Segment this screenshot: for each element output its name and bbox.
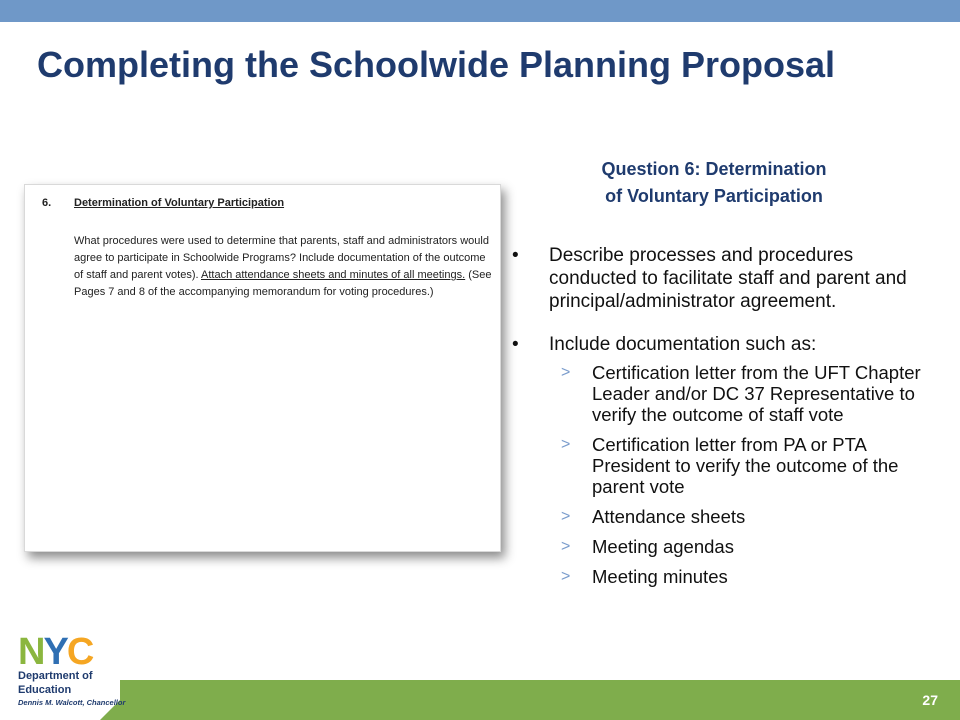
logo-letter-y: Y (43, 632, 67, 668)
sub-bullet-item (512, 566, 942, 587)
logo-line2: Education (18, 684, 72, 696)
document-body-part1: What procedures were used to determine that parents, staff and administrators would agree to participate in Schoolwide Programs? Include documentation of the outcome of staff and parent votes). (74, 235, 489, 281)
bullet-item (512, 333, 942, 356)
question-title-line2: of Voluntary Participation (605, 186, 823, 206)
sub-bullet-text: Attendance sheets (592, 506, 746, 527)
document-body-underlined: Attach attendance sheets and minutes of all meetings. (201, 269, 466, 281)
sub-bullet-item (512, 536, 942, 557)
bullet-text: Describe processes and procedures conducted to facilitate staff and parent and principal/administrator agreement. (549, 245, 907, 312)
sub-bullet-text: Meeting minutes (592, 566, 728, 587)
bullet-text: Include documentation such as: (549, 334, 817, 355)
sub-bullet-text: Certification letter from PA or PTA President to verify the outcome of the parent vote (592, 434, 899, 497)
question-title-line1: Question 6: Determination (601, 159, 827, 179)
document-excerpt-image (24, 184, 501, 552)
logo-line1: Department of (18, 670, 93, 682)
sub-bullet-list (512, 362, 942, 587)
logo-wordmark (18, 632, 94, 668)
chevron-right-icon: > (561, 508, 571, 525)
document-body-part2: (See Pages 7 and 8 of the accompanying memorandum for voting procedures.) (74, 269, 492, 298)
bullet-dot-icon: • (512, 334, 519, 355)
logo-letter-n: N (18, 632, 44, 668)
sub-bullet-text: Certification letter from the UFT Chapter Leader and/or DC 37 Representative to verify the outcome of staff vote (592, 362, 921, 425)
chevron-right-icon: > (561, 364, 571, 381)
sub-bullet-text: Meeting agendas (592, 536, 734, 557)
nyc-logo-icon (18, 632, 108, 668)
top-accent-bar (0, 0, 960, 22)
question-title (540, 156, 888, 210)
slide-title: Completing the Schoolwide Planning Proposal (37, 44, 836, 85)
bullet-dot-icon: • (512, 245, 519, 266)
document-question-number: 6. (42, 197, 52, 209)
nyc-doe-logo (18, 632, 168, 712)
logo-line3: Dennis M. Walcott, Chancellor (18, 698, 126, 707)
sub-bullet-item (512, 362, 942, 425)
document-body (74, 233, 494, 301)
chevron-right-icon: > (561, 568, 571, 585)
document-heading: Determination of Voluntary Participation (74, 197, 285, 209)
chevron-right-icon: > (561, 538, 571, 555)
bottom-accent-bar (120, 680, 960, 720)
bullet-item (512, 244, 942, 313)
sub-bullet-item (512, 434, 942, 497)
sub-bullet-item (512, 506, 942, 527)
chevron-right-icon: > (561, 436, 571, 453)
page-number: 27 (922, 692, 938, 708)
logo-letter-c: C (66, 632, 93, 668)
bullet-content (512, 244, 942, 596)
